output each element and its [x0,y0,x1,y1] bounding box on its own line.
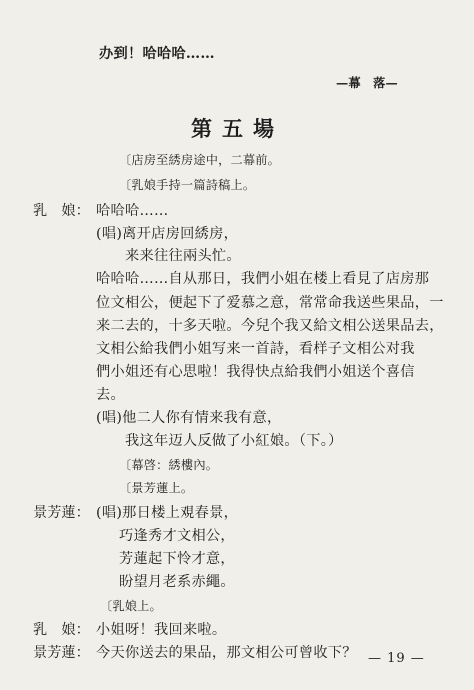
dialogue-line: 們小姐还有心思啦！我得快点給我們小姐送个喜信 [96,364,415,380]
stage-direction-nurse-enters-2: 〔乳娘上。 [100,599,162,613]
dialogue-line: 哈哈哈……自从那日，我們小姐在楼上看見了店房那 [96,271,430,287]
closing-line: 办到！哈哈哈…… [99,46,215,62]
speaker-jingfang: 景芳蓮： [33,645,90,661]
dialogue-line: 位文相公，便起下了爱慕之意，常常命我送些果品，一 [96,295,444,311]
speaker-nurse: 乳 娘： [33,203,90,219]
sung-line: 盼望月老系赤繩。 [119,574,235,590]
speaker-jingfang: 景芳蓮： [33,505,90,521]
dialogue-line: 小姐呀！我回来啦。 [96,622,227,638]
sung-line: 我这年迈人反做了小紅娘。（下。） [125,433,343,449]
curtain-falls: —幕 落— [336,76,398,90]
dialogue-line: 来二去的，十多天啦。今兒个我又給文相公送果品去， [96,318,444,334]
sung-line: 来来往往兩头忙。 [125,248,241,264]
page-number: — 19 — [368,651,425,666]
sung-line: (唱)他二人你有情来我有意， [96,410,282,426]
sung-line: 芳蓮起下怜才意， [119,551,235,567]
sung-line: (唱)那日楼上覌春景， [96,505,239,521]
sung-line: (唱)离开店房回綉房， [96,226,239,242]
dialogue-line: 今天你送去的果品，那文相公可曾收下？ [96,645,357,661]
speaker-nurse: 乳 娘： [33,622,90,638]
dialogue-line: 哈哈哈…… [96,203,169,219]
dialogue-line: 去。 [96,387,125,403]
dialogue-line: 文相公給我們小姐写来一首詩，看样子文相公对我 [96,341,415,357]
scene-title: 第五場 [191,116,284,141]
sung-line: 巧逢秀才文相公， [119,528,235,544]
stage-direction-jingfang-enters: 〔景芳蓮上。 [119,481,194,495]
stage-direction-nurse-enters: 〔乳娘手持一篇詩稿上。 [119,178,256,192]
stage-direction-setting: 〔店房至綉房途中，二幕前。 [119,153,281,167]
stage-direction-curtain-inner: 〔幕啓：綉樓內。 [119,458,219,472]
